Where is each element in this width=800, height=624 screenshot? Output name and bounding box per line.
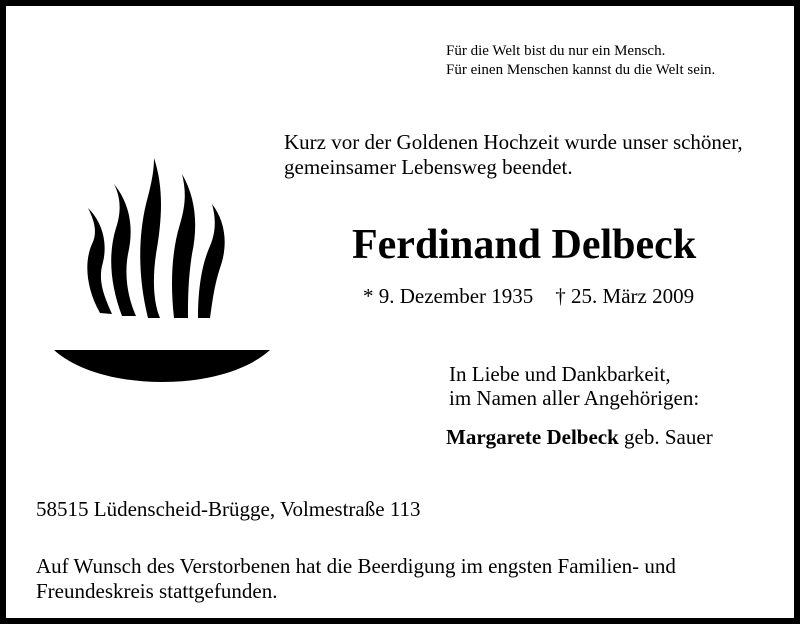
gratitude-line-2: im Namen aller Angehörigen:: [449, 386, 700, 410]
postal-address: 58515 Lüdenscheid-Brügge, Volmestraße 113: [36, 497, 421, 521]
epigraph-quote: [446, 42, 715, 80]
death-date: † 25. März 2009: [555, 284, 695, 308]
birth-date: * 9. Dezember 1935: [363, 284, 534, 308]
signatory: [446, 425, 713, 450]
gratitude-text: [449, 362, 699, 410]
gratitude-line-1: In Liebe und Dankbarkeit,: [449, 362, 671, 386]
intro-line-2: gemeinsamer Lebensweg beendet.: [284, 155, 573, 179]
intro-line-1: Kurz vor der Goldenen Hochzeit wurde unser schöner,: [284, 130, 743, 154]
funeral-note-line-1: Auf Wunsch des Verstorbenen hat die Beerdigung im engsten Familien- und: [36, 554, 676, 578]
flame-5: [198, 204, 225, 318]
flame-3: [140, 158, 161, 318]
intro-text: [284, 130, 743, 180]
life-dates: [363, 284, 694, 309]
signatory-maiden-name: geb. Sauer: [618, 425, 713, 449]
flame-2: [111, 184, 136, 316]
flame-4: [172, 174, 195, 318]
signatory-name: Margarete Delbeck: [446, 425, 619, 449]
flame-bowl-icon: [50, 158, 274, 386]
funeral-note: [36, 554, 676, 604]
quote-line-1: Für die Welt bist du nur ein Mensch.: [446, 43, 666, 59]
bowl: [54, 350, 270, 382]
quote-line-2: Für einen Menschen kannst du die Welt sein.: [446, 62, 716, 78]
flame-1: [87, 208, 112, 314]
deceased-name: Ferdinand Delbeck: [352, 222, 697, 268]
funeral-note-line-2: Freundeskreis stattgefunden.: [36, 579, 278, 603]
